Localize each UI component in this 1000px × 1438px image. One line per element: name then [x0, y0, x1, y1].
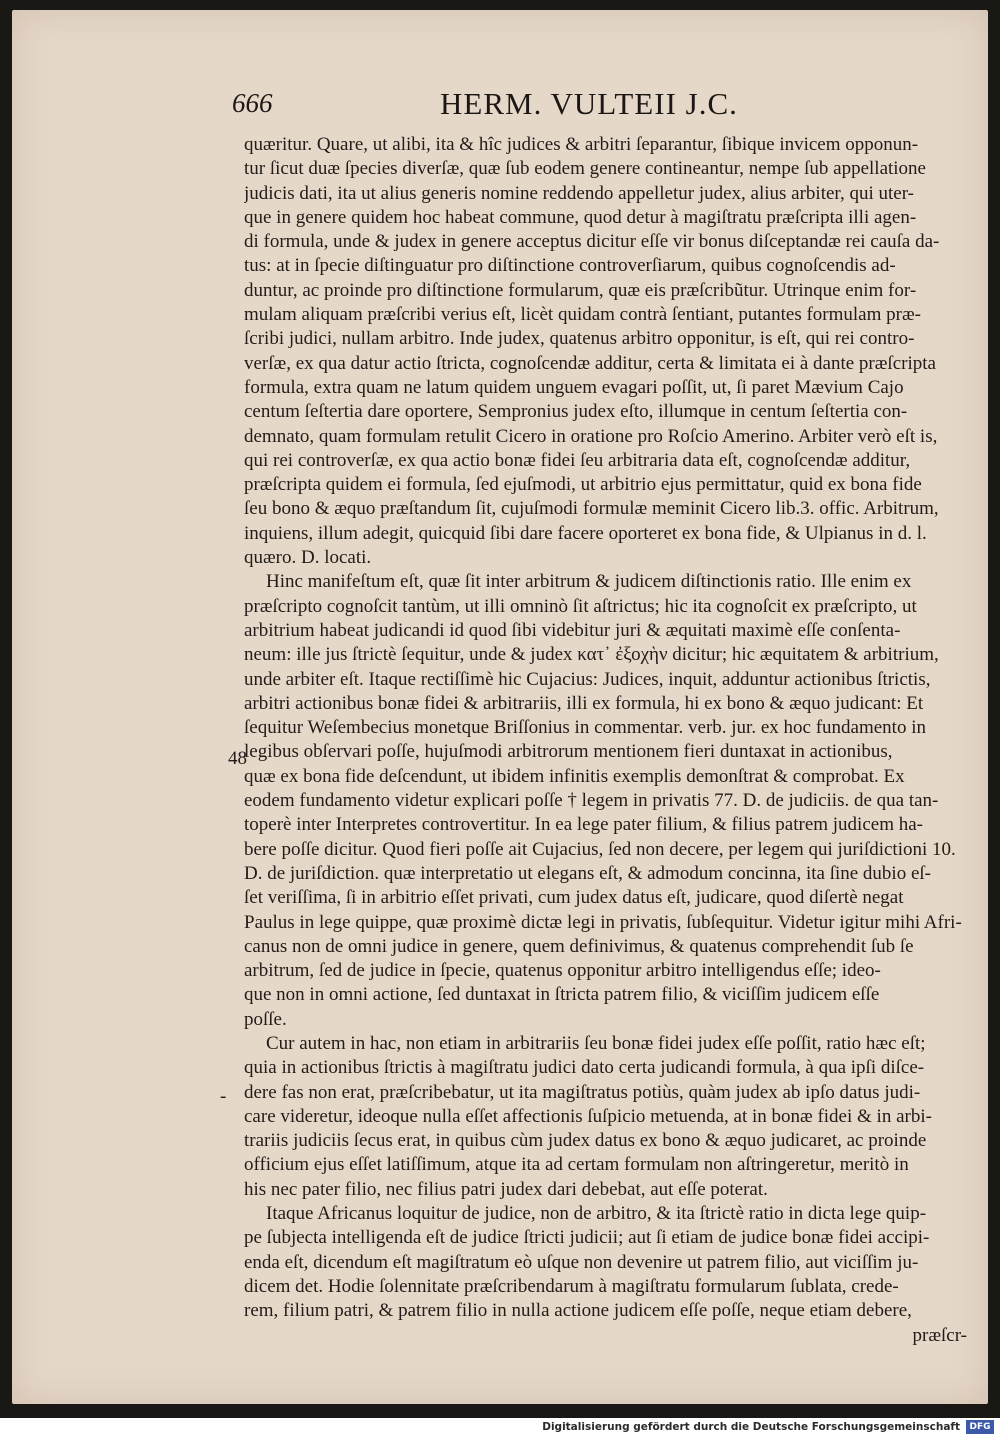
footer-bar: [0, 1418, 1000, 1438]
margin-note-number: 48: [228, 748, 247, 769]
catchword: præſcr-: [912, 1324, 967, 1346]
body-text: [244, 133, 979, 1348]
text-line: rem, filium patri, & patrem filio in nulla actione judicem eſſe poſſe, neque etiam debere,: [244, 1300, 912, 1322]
funding-credit: Digitalisierung gefördert durch die Deutsche Forschungsgemeinschaft: [542, 1421, 960, 1433]
text-line: formula, extra quam ne latum quidem unguem evagari poſſit, ut, ſi paret Mævium Cajo: [244, 376, 904, 398]
text-line: qui rei controverſæ, ex qua actio bonæ fidei ſeu arbitraria data eſt, cognoſcendæ additur,: [244, 449, 911, 471]
text-line: trariis judiciis ſecus erat, in quibus cùm judex datus ex bono & æquo judicaret, ac proinde: [244, 1130, 927, 1152]
text-line: care videretur, ideoque nulla eſſet affectionis ſuſpicio metuenda, at in bonæ fidei & in arbi-: [244, 1105, 932, 1127]
text-line: dicem det. Hodie ſolennitate præſcribendarum à magiſtratu formularum ſublata, crede-: [244, 1275, 899, 1297]
text-line: Paulus in lege quippe, quæ proximè dictæ legi in privatis, ſubſequitur. Videtur igitur mihi Afri-: [244, 911, 962, 933]
text-line: bere poſſe dicitur. Quod fieri poſſe ait Cujacius, ſed non decere, per legem qui juriſdictioni 10.: [244, 838, 956, 860]
text-line: quæ ex bona fide deſcendunt, ut ibidem infinitis exemplis demonſtrat & comprobat. Ex: [244, 765, 905, 787]
text-line: præſcripta quidem ei formula, ſed ejuſmodi, ut arbitrio ejus permittatur, quid ex bona fide: [244, 474, 922, 496]
text-line: quæro. D. locati.: [244, 547, 372, 569]
text-line: Cur autem in hac, non etiam in arbitrariis ſeu bonæ fidei judex eſſe poſſit, ratio hæc eſt;: [266, 1032, 926, 1054]
text-line: arbitrium habeat judicandi id quod ſibi videbitur juri & æquitati maximè eſſe conſenta-: [244, 619, 901, 641]
text-line: neum: ille jus ſtrictè ſequitur, unde & judex κατ᾽ ἐξοχὴν dicitur; hic æquitatem & arbitrium,: [244, 644, 939, 666]
running-title: HERM. VULTEII J.C.: [440, 86, 738, 121]
text-line: poſſe.: [244, 1008, 287, 1030]
text-line: dere fas non erat, præſcribebatur, ut ita magiſtratus potiùs, quàm judex ab ipſo datus judi-: [244, 1081, 921, 1103]
text-line: ſeu bono & æquo præſtandum ſit, cujuſmodi formulæ meminit Cicero lib.3. offic. Arbitrum,: [244, 498, 939, 520]
text-line: di formula, unde & judex in genere acceptus dicitur eſſe vir bonus diſceptandæ rei cauſa da-: [244, 231, 940, 253]
text-line: his nec pater filio, nec filius patri judex dari debebat, aut eſſe poterat.: [244, 1178, 768, 1200]
text-line: D. de juriſdiction. quæ interpretatio ut elegans eſt, & admodum concinna, ita ſine dubio eſ-: [244, 862, 931, 884]
text-line: verſæ, ex qua datur actio ſtricta, cognoſcendæ additur, certa & limitata ei à dante præſcripta: [244, 352, 936, 374]
text-line: tur ſicut duæ ſpecies diverſæ, quæ ſub eodem genere contineantur, nempe ſub appellatione: [244, 158, 926, 180]
page-header: [232, 88, 832, 128]
text-line: que non in omni actione, ſed duntaxat in ſtricta patrem filio, & viciſſim judicem eſſe: [244, 984, 880, 1006]
text-line: tus: at in ſpecie diſtinguatur pro diſtinctione controverſiarum, quibus cognoſcendis ad-: [244, 255, 896, 277]
text-line: Itaque Africanus loquitur de judice, non de arbitro, & ita ſtrictè ratio in dicta lege quip-: [266, 1203, 927, 1225]
text-line: arbitri actionibus bonæ fidei & arbitrariis, illi ex formula, hi ex bono & æquo judicant: Et: [244, 692, 924, 714]
text-line: quæritur. Quare, ut alibi, ita & hîc judices & arbitri ſeparantur, ſibique invicem opponun-: [244, 134, 919, 155]
page-number: 666: [232, 88, 273, 118]
text-line: quia in actionibus ſtrictis à magiſtratu judici dato certa judicandi formula, à qua ipſi diſce-: [244, 1057, 925, 1079]
text-line: Hinc manifeſtum eſt, quæ ſit inter arbitrum & judicem diſtinctionis ratio. Ille enim ex: [266, 571, 912, 593]
text-line: duntur, ac proinde pro diſtinctione formularum, quæ eis præſcribũtur. Utrinque enim for-: [244, 279, 917, 301]
text-line: mulam aliquam præſcribi verius eſt, licèt quidam contrà ſentiant, putantes formulam præ-: [244, 304, 921, 326]
text-line: judicis dati, ita ut alius generis nomine reddendo appelletur judex, alius arbiter, qui uter-: [244, 182, 915, 204]
text-line: officium ejus eſſet latiſſimum, atque ita ad certam formulam non aſtringeretur, meritò in: [244, 1154, 909, 1176]
text-line: toperè inter Interpretes controvertitur. In ea lege pater filium, & filius patrem judicem ha-: [244, 814, 923, 836]
text-line: canus non de omni judice in genere, quem definivimus, & quatenus comprehendit ſub ſe: [244, 935, 914, 957]
text-line: eodem fundamento videtur explicari poſſe † legem in privatis 77. D. de judiciis. de qua tan-: [244, 790, 939, 812]
text-line: enda eſt, dicendum eſt magiſtratum eò uſque non devenire ut patrem filio, aut viciſſim ju-: [244, 1251, 919, 1273]
text-line: que in genere quidem hoc habeat commune, quod detur à magiſtratu præſcripta illi agen-: [244, 206, 917, 228]
text-line: legibus obſervari poſſe, hujuſmodi arbitrorum mentionem fieri duntaxat in actionibus,: [244, 741, 893, 763]
text-line: demnato, quam formulam retulit Cicero in oratione pro Roſcio Amerino. Arbiter verò eſt is,: [244, 425, 938, 447]
text-line: inquiens, illum adegit, quicquid ſibi dare facere oporteret ex bona fide, & Ulpianus in d. l.: [244, 522, 927, 544]
margin-dash: -: [220, 1086, 227, 1107]
text-line: ſequitur Weſembecius monetque Briſſonius in commentar. verb. jur. ex hoc fundamento in: [244, 717, 926, 739]
dfg-logo: DFG: [966, 1420, 994, 1434]
text-line: centum ſeſtertia dare oportere, Sempronius judex eſto, illumque in centum ſeſtertia con-: [244, 401, 908, 423]
text-line: ſcribi judici, nullam arbitro. Inde judex, quatenus arbitro opponitur, is eſt, qui rei contro-: [244, 328, 915, 350]
text-line: unde arbiter eſt. Itaque rectiſſimè hic Cujacius: Judices, inquit, adduntur actionibus ſtrictis,: [244, 668, 931, 690]
text-line: ſet veriſſima, ſi in arbitrio eſſet privati, cum judex datus eſt, judicare, quod diſertè negat: [244, 887, 904, 909]
text-line: arbitrum, ſed de judice in ſpecie, quatenus opponitur arbitro intelligendus eſſe; ideo-: [244, 960, 881, 982]
text-line: pe ſubjecta intelligenda eſt de judice ſtricti judicii; aut ſi etiam de judice bonæ fidei accipi-: [244, 1227, 930, 1249]
text-line: præſcripto cognoſcit tantùm, ut illi omninò ſit aſtrictus; hic ita cognoſcit ex præſcripto, ut: [244, 595, 917, 617]
